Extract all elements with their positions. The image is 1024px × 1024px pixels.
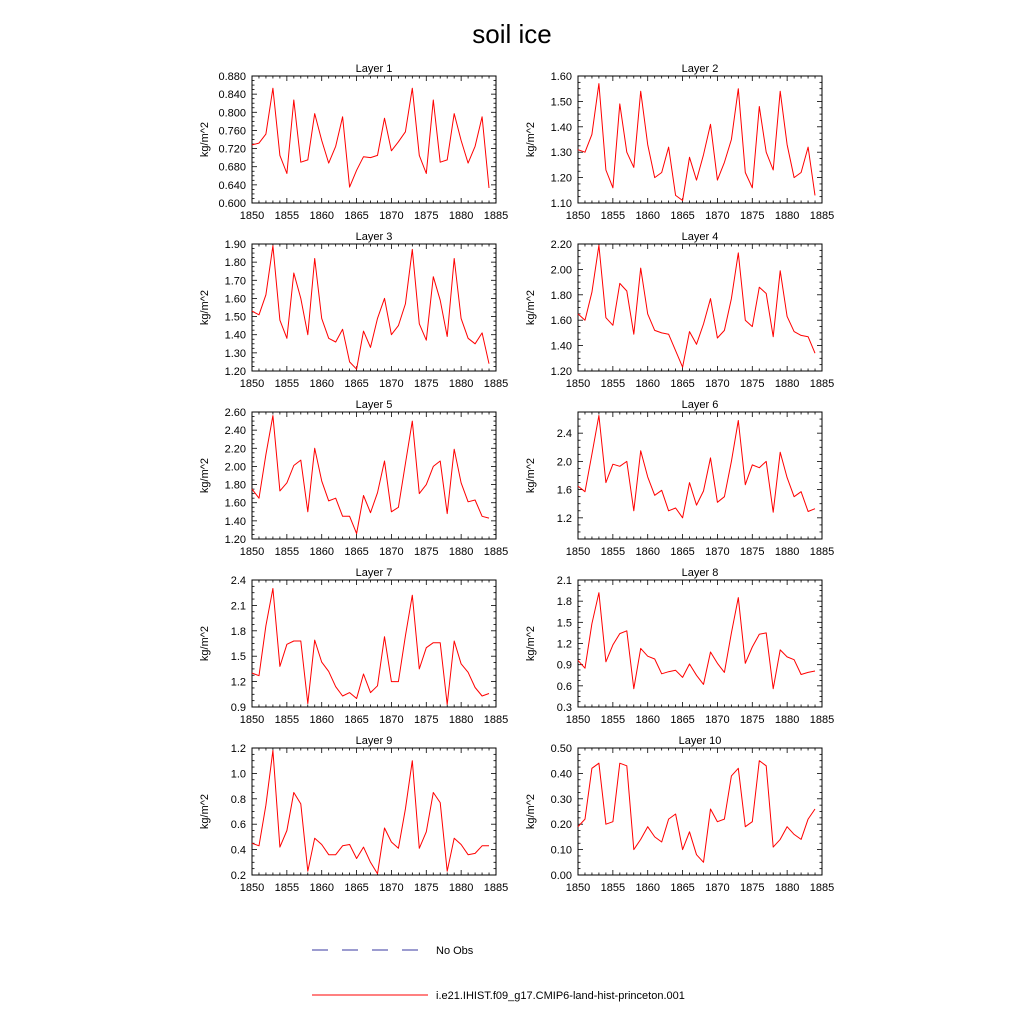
y-tick-label: 0.4	[230, 844, 246, 857]
y-tick-label: 2.60	[224, 407, 246, 419]
y-tick-label: 0.2	[230, 870, 246, 882]
y-tick-label: 0.9	[556, 659, 572, 672]
x-tick-label: 1875	[414, 546, 439, 558]
y-tick-label: 1.40	[550, 340, 572, 353]
x-tick-label: 1850	[565, 546, 591, 558]
y-tick-label: 0.760	[218, 125, 246, 138]
x-tick-label: 1885	[483, 714, 509, 726]
x-tick-label: 1855	[600, 714, 626, 726]
chart-panel-2	[525, 63, 834, 222]
x-tick-label: 1870	[705, 714, 730, 726]
x-tick-label: 1885	[809, 882, 835, 894]
y-tick-label: 1.60	[224, 293, 246, 306]
x-tick-label: 1865	[670, 882, 695, 894]
y-tick-label: 1.60	[224, 497, 246, 510]
x-tick-label: 1860	[309, 210, 334, 222]
chart-panel-9	[199, 735, 508, 894]
chart-panel-5	[199, 399, 508, 558]
panel-title: Layer 4	[681, 231, 719, 243]
y-axis-label: kg/m^2	[525, 289, 537, 326]
x-tick-label: 1875	[414, 882, 439, 894]
y-tick-label: 1.20	[224, 366, 246, 378]
x-tick-label: 1885	[809, 378, 835, 390]
y-tick-label: 1.40	[224, 329, 246, 342]
panel-title: Layer 9	[355, 735, 393, 747]
x-tick-label: 1870	[379, 378, 404, 390]
y-tick-label: 0.680	[218, 161, 246, 174]
x-tick-label: 1855	[274, 714, 300, 726]
y-tick-label: 2.1	[230, 600, 246, 613]
x-tick-label: 1880	[448, 882, 474, 894]
plot-frame	[578, 412, 822, 539]
x-tick-label: 1865	[670, 378, 695, 390]
chart-panel-7	[199, 567, 508, 726]
x-tick-label: 1875	[740, 546, 765, 558]
x-tick-label: 1850	[239, 210, 265, 222]
x-tick-label: 1870	[379, 714, 404, 726]
panel-title: Layer 5	[355, 399, 393, 411]
y-tick-label: 2.20	[550, 239, 572, 251]
x-tick-label: 1860	[309, 378, 334, 390]
y-tick-label: 1.40	[550, 121, 572, 134]
x-tick-label: 1885	[809, 210, 835, 222]
panel-title: Layer 3	[355, 231, 393, 243]
panel-title: Layer 6	[681, 399, 719, 411]
legend-label-run: i.e21.IHIST.f09_g17.CMIP6-land-hist-princeton.001	[436, 990, 685, 1002]
x-tick-label: 1875	[740, 378, 765, 390]
x-tick-label: 1870	[379, 210, 404, 222]
x-tick-label: 1870	[705, 546, 730, 558]
series-line	[578, 761, 815, 863]
panel-title: Layer 8	[681, 567, 719, 579]
x-tick-label: 1855	[274, 882, 300, 894]
series-line	[252, 589, 489, 705]
y-tick-label: 0.20	[550, 819, 572, 832]
series-line	[578, 245, 815, 367]
y-tick-label: 0.840	[218, 89, 246, 102]
x-tick-label: 1865	[670, 546, 695, 558]
series-line	[578, 84, 815, 201]
x-tick-label: 1870	[705, 882, 730, 894]
x-tick-label: 1880	[448, 546, 474, 558]
x-tick-label: 1880	[774, 546, 800, 558]
panel-title: Layer 1	[355, 63, 393, 75]
y-tick-label: 2.00	[224, 461, 246, 474]
y-tick-label: 0.600	[218, 198, 246, 210]
x-tick-label: 1870	[705, 378, 730, 390]
x-tick-label: 1860	[635, 210, 660, 222]
y-tick-label: 1.2	[556, 638, 572, 651]
y-tick-label: 1.5	[556, 617, 572, 630]
series-line	[578, 416, 815, 518]
y-tick-label: 0.10	[550, 844, 572, 857]
y-tick-label: 1.0	[230, 768, 246, 781]
x-tick-label: 1865	[670, 714, 695, 726]
y-tick-label: 0.800	[218, 107, 246, 120]
panel-title: Layer 2	[681, 63, 719, 75]
y-tick-label: 0.3	[556, 702, 572, 714]
y-tick-label: 0.6	[556, 680, 572, 693]
x-tick-label: 1850	[239, 378, 265, 390]
x-tick-label: 1880	[774, 378, 800, 390]
y-tick-label: 0.880	[218, 71, 246, 83]
x-tick-label: 1880	[448, 210, 474, 222]
x-tick-label: 1865	[344, 210, 369, 222]
x-tick-label: 1860	[635, 714, 660, 726]
y-tick-label: 1.90	[224, 239, 246, 251]
x-tick-label: 1865	[344, 378, 369, 390]
x-tick-label: 1880	[774, 210, 800, 222]
x-tick-label: 1850	[239, 714, 265, 726]
chart-panel-4	[525, 231, 834, 390]
y-tick-label: 0.40	[550, 768, 572, 781]
x-tick-label: 1850	[239, 882, 265, 894]
legend-label-no-obs: No Obs	[436, 945, 474, 957]
y-tick-label: 1.5	[230, 651, 246, 664]
y-tick-label: 2.40	[224, 425, 246, 438]
y-tick-label: 0.720	[218, 143, 246, 156]
x-tick-label: 1885	[809, 714, 835, 726]
figure-title: soil ice	[472, 19, 552, 49]
x-tick-label: 1850	[565, 882, 591, 894]
x-tick-label: 1875	[740, 210, 765, 222]
chart-panel-6	[525, 399, 834, 558]
x-tick-label: 1860	[635, 378, 660, 390]
x-tick-label: 1875	[740, 882, 765, 894]
y-tick-label: 2.1	[556, 575, 572, 587]
x-tick-label: 1880	[774, 714, 800, 726]
x-tick-label: 1865	[344, 546, 369, 558]
series-line	[252, 416, 489, 534]
y-tick-label: 1.30	[550, 147, 572, 160]
y-tick-label: 2.20	[224, 443, 246, 456]
y-tick-label: 0.30	[550, 793, 572, 806]
y-tick-label: 1.60	[550, 315, 572, 328]
y-tick-label: 1.80	[550, 289, 572, 302]
y-tick-label: 1.2	[556, 512, 572, 525]
x-tick-label: 1875	[740, 714, 765, 726]
y-axis-label: kg/m^2	[199, 625, 211, 662]
x-tick-label: 1885	[483, 882, 509, 894]
x-tick-label: 1870	[379, 546, 404, 558]
y-tick-label: 1.6	[556, 484, 572, 497]
series-line	[252, 246, 489, 369]
y-axis-label: kg/m^2	[525, 625, 537, 662]
x-tick-label: 1875	[414, 210, 439, 222]
y-tick-label: 1.8	[556, 596, 572, 609]
plot-frame	[578, 580, 822, 707]
chart-panel-3	[199, 231, 508, 390]
y-tick-label: 2.4	[230, 575, 246, 587]
y-tick-label: 1.8	[230, 625, 246, 638]
x-tick-label: 1855	[274, 210, 300, 222]
series-line	[252, 751, 489, 874]
x-tick-label: 1870	[379, 882, 404, 894]
y-tick-label: 1.70	[224, 275, 246, 288]
x-tick-label: 1860	[635, 882, 660, 894]
x-tick-label: 1855	[274, 378, 300, 390]
y-tick-label: 1.60	[550, 71, 572, 83]
x-tick-label: 1885	[483, 378, 509, 390]
x-tick-label: 1860	[309, 714, 334, 726]
y-tick-label: 1.2	[230, 676, 246, 689]
x-tick-label: 1855	[274, 546, 300, 558]
y-tick-label: 2.00	[550, 264, 572, 277]
x-tick-label: 1865	[344, 714, 369, 726]
x-tick-label: 1885	[809, 546, 835, 558]
y-axis-label: kg/m^2	[199, 289, 211, 326]
y-tick-label: 0.9	[230, 702, 246, 714]
chart-panel-10	[525, 735, 834, 894]
series-line	[578, 593, 815, 689]
chart-panel-1	[199, 63, 508, 222]
y-tick-label: 1.20	[224, 534, 246, 546]
x-tick-label: 1860	[309, 882, 334, 894]
panels	[199, 63, 834, 894]
plot-frame	[252, 748, 496, 875]
series-line	[252, 88, 489, 188]
x-tick-label: 1880	[448, 714, 474, 726]
y-axis-label: kg/m^2	[525, 457, 537, 494]
x-tick-label: 1885	[483, 546, 509, 558]
x-tick-label: 1850	[565, 210, 591, 222]
y-tick-label: 1.2	[230, 743, 246, 755]
x-tick-label: 1865	[344, 882, 369, 894]
y-tick-label: 1.10	[550, 198, 572, 210]
y-tick-label: 0.6	[230, 819, 246, 832]
y-tick-label: 1.80	[224, 479, 246, 492]
legend	[312, 945, 685, 1002]
panel-title: Layer 10	[678, 735, 722, 747]
x-tick-label: 1855	[600, 546, 626, 558]
y-tick-label: 0.640	[218, 179, 246, 192]
y-tick-label: 0.50	[550, 743, 572, 755]
chart-panel-8	[525, 567, 834, 726]
y-tick-label: 1.50	[550, 96, 572, 109]
x-tick-label: 1870	[705, 210, 730, 222]
x-tick-label: 1880	[774, 882, 800, 894]
x-tick-label: 1855	[600, 210, 626, 222]
x-tick-label: 1875	[414, 714, 439, 726]
x-tick-label: 1860	[635, 546, 660, 558]
x-tick-label: 1860	[309, 546, 334, 558]
y-tick-label: 1.40	[224, 515, 246, 528]
x-tick-label: 1865	[670, 210, 695, 222]
y-axis-label: kg/m^2	[199, 121, 211, 158]
y-tick-label: 1.80	[224, 257, 246, 270]
y-tick-label: 1.30	[224, 347, 246, 360]
y-axis-label: kg/m^2	[199, 457, 211, 494]
panel-title: Layer 7	[355, 567, 393, 579]
y-tick-label: 2.4	[556, 428, 572, 441]
y-tick-label: 1.20	[550, 366, 572, 378]
x-tick-label: 1885	[483, 210, 509, 222]
x-tick-label: 1850	[239, 546, 265, 558]
y-tick-label: 2.0	[556, 456, 572, 469]
y-axis-label: kg/m^2	[525, 793, 537, 830]
y-tick-label: 0.8	[230, 793, 246, 806]
plot-frame	[578, 76, 822, 203]
y-axis-label: kg/m^2	[525, 121, 537, 158]
x-tick-label: 1850	[565, 378, 591, 390]
x-tick-label: 1850	[565, 714, 591, 726]
x-tick-label: 1855	[600, 882, 626, 894]
y-tick-label: 1.20	[550, 172, 572, 185]
y-axis-label: kg/m^2	[199, 793, 211, 830]
y-tick-label: 0.00	[550, 870, 572, 882]
plot-frame	[252, 76, 496, 203]
y-tick-label: 1.50	[224, 311, 246, 324]
x-tick-label: 1875	[414, 378, 439, 390]
x-tick-label: 1880	[448, 378, 474, 390]
x-tick-label: 1855	[600, 378, 626, 390]
